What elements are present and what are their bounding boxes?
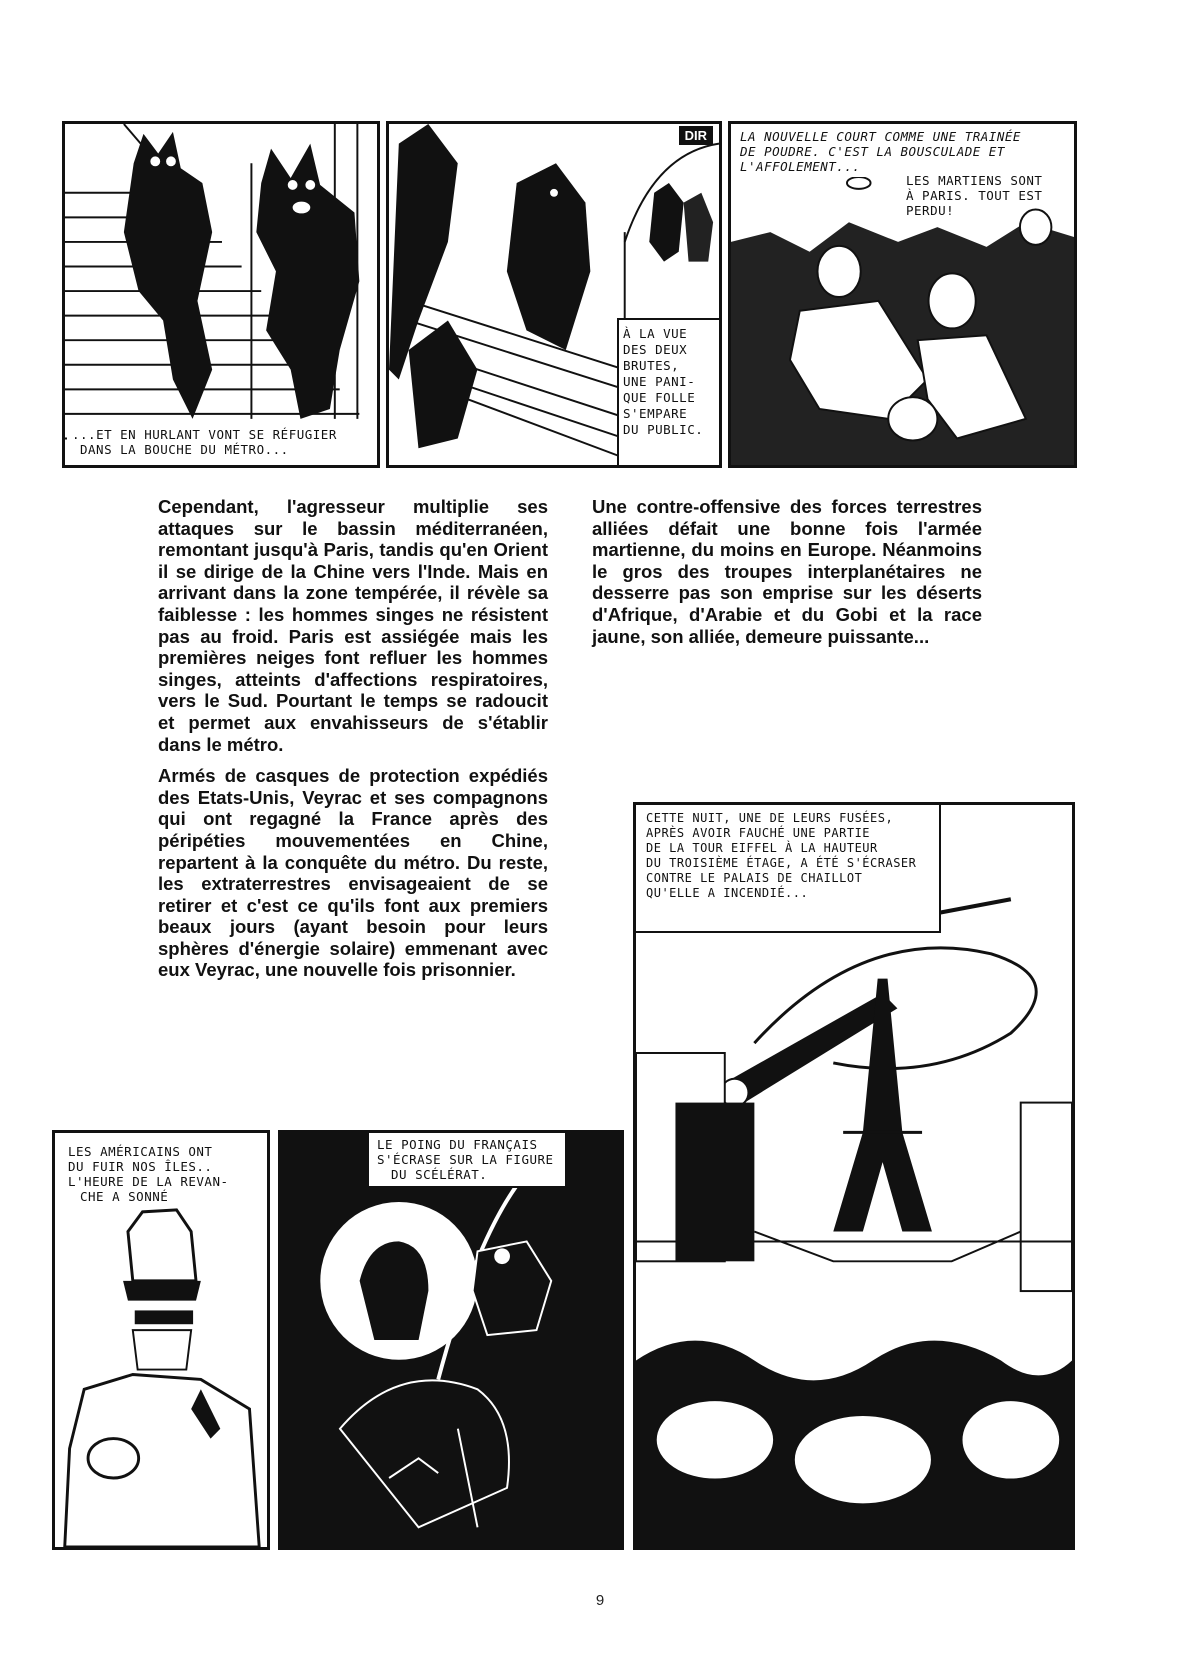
paragraph: Une contre-offensive des forces terrestres alliées défait une bonne fois l'armée martienne, du moins en Europe. Néanmoins le gros des troupes interplanétaires ne desserre pas son emprise sur les déserts d'Afrique, d'Arabie et du Gobi et la race jaune, son alliée, demeure puissante...	[592, 496, 982, 647]
panel-6-caption	[367, 1133, 567, 1188]
caption-line: DU SCÉLÉRAT.	[391, 1167, 488, 1182]
caption-line: LES AMÉRICAINS ONT	[68, 1144, 213, 1159]
speech-line: LES MARTIENS SONT	[906, 173, 1043, 188]
dir-sign: DIR	[679, 126, 713, 145]
panel-eiffel-tower	[633, 802, 1075, 1550]
caption-line: QU'ELLE A INCENDIÉ...	[646, 886, 809, 900]
caption-line: L'HEURE DE LA REVAN-	[68, 1174, 229, 1189]
caption-line: À LA VUE	[623, 326, 688, 341]
stairs-illustration	[65, 124, 377, 465]
caption-line: S'ÉCRASE SUR LA FIGURE	[377, 1152, 554, 1167]
caption-line: L'AFFOLEMENT...	[740, 159, 861, 174]
panel-4-caption	[636, 805, 941, 933]
caption-line: DANS LA BOUCHE DU MÉTRO...	[80, 442, 289, 457]
caption-line: QUE FOLLE	[623, 390, 696, 405]
caption-line: ...ET EN HURLANT VONT SE RÉFUGIER	[72, 427, 337, 442]
paragraph: Cependant, l'agresseur multiplie ses attaques sur le bassin méditerranéen, remontant jusqu'à Paris, tandis qu'en Orient il se dirige de la Chine vers l'Inde. Mais en arrivant dans la zone tempérée, il révèle sa faiblesse : les hommes singes ne résistent pas au froid. Paris est assiégée mais les premières neiges font refluer les hommes singes, atteints d'affections respiratoires, vers le Sud. Pourtant le temps se radoucit et permet aux envahisseurs de s'établir dans le métro.	[158, 496, 548, 755]
panel-punch	[278, 1130, 624, 1550]
caption-line: S'EMPARE	[623, 406, 688, 421]
panel-1-caption	[67, 424, 377, 460]
caption-line: CETTE NUIT, UNE DE LEURS FUSÉES,	[646, 811, 894, 825]
caption-line: LA NOUVELLE COURT COMME UNE TRAINÉE	[740, 129, 1021, 144]
panel-5-caption	[63, 1141, 263, 1207]
caption-line: DE POUDRE. C'EST LA BOUSCULADE ET	[740, 144, 1005, 159]
caption-line: DU TROISIÈME ÉTAGE, A ÉTÉ S'ÉCRASER	[646, 856, 917, 870]
right-text-column	[592, 496, 982, 657]
caption-line: BRUTES,	[623, 358, 680, 373]
panel-metro-panic	[386, 121, 722, 468]
caption-line: CONTRE LE PALAIS DE CHAILLOT	[646, 871, 863, 885]
panel-crowd	[728, 121, 1077, 468]
panel-soldier	[52, 1130, 270, 1550]
panel-2-caption	[617, 318, 722, 466]
caption-line: DE LA TOUR EIFFEL À LA HAUTEUR	[646, 841, 878, 855]
caption-line: APRÈS AVOIR FAUCHÉ UNE PARTIE	[646, 826, 871, 840]
caption-line: UNE PANI-	[623, 374, 696, 389]
caption-line: DU FUIR NOS ÎLES..	[68, 1159, 213, 1174]
punch-illustration	[281, 1133, 621, 1547]
caption-line: CHE A SONNÉ	[80, 1189, 169, 1204]
caption-line: DU PUBLIC.	[623, 422, 704, 437]
panel-3-speech	[901, 170, 1071, 221]
page-number: 9	[595, 1592, 605, 1609]
caption-line: LE POING DU FRANÇAIS	[377, 1137, 538, 1152]
caption-line: DES DEUX	[623, 342, 688, 357]
speech-line: À PARIS. TOUT EST	[906, 188, 1043, 203]
paragraph: Armés de casques de protection expédiés des Etats-Unis, Veyrac et ses compagnons qui ont regagné la France après des péripéties mouvementées en Chine, repartent à la conquête du métro. Du reste, les extraterrestres envisageaient de se retirer et c'est ce qu'ils font aux premiers beaux jours (ayant besoin pour leurs sphères d'énergie solaire) emmenant avec eux Veyrac, une nouvelle fois prisonnier.	[158, 765, 548, 981]
left-text-column	[158, 496, 548, 991]
speech-line: PERDU!	[906, 203, 955, 218]
panel-creatures-stairs	[62, 121, 380, 468]
